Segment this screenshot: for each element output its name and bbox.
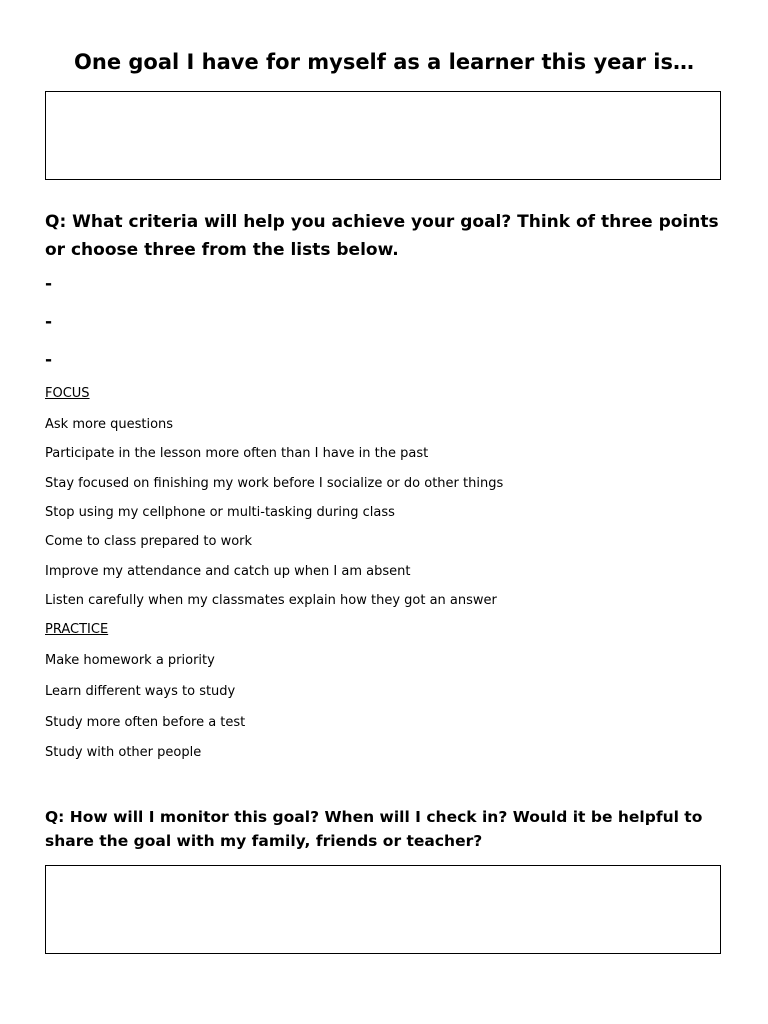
practice-item: Make homework a priority — [45, 653, 215, 668]
criteria-question: Q: What criteria will help you achieve your goal? Think of three points or choose three from the lists below. — [45, 212, 719, 260]
criteria-point-2[interactable]: - — [45, 312, 53, 332]
practice-item: Study with other people — [45, 745, 202, 760]
practice-item: Study more often before a test — [45, 715, 246, 730]
practice-heading: PRACTICE — [45, 622, 109, 637]
focus-item: Listen carefully when my classmates explain how they got an answer — [45, 593, 497, 608]
focus-item: Participate in the lesson more often than I have in the past — [45, 446, 429, 461]
criteria-point-1[interactable]: - — [45, 274, 53, 294]
focus-item: Ask more questions — [45, 417, 174, 432]
focus-item: Stay focused on finishing my work before I socialize or do other things — [45, 476, 504, 491]
page-title: One goal I have for myself as a learner this year is… — [74, 50, 694, 74]
monitor-answer-box[interactable] — [45, 865, 721, 954]
monitor-question: Q: How will I monitor this goal? When will I check in? Would it be helpful to share the goal with my family, friends or teacher? — [45, 808, 703, 850]
practice-item: Learn different ways to study — [45, 684, 236, 699]
focus-item: Stop using my cellphone or multi-tasking during class — [45, 505, 395, 520]
criteria-point-3[interactable]: - — [45, 350, 53, 370]
goal-answer-box[interactable] — [45, 91, 721, 180]
focus-item: Come to class prepared to work — [45, 534, 253, 549]
focus-item: Improve my attendance and catch up when I am absent — [45, 564, 411, 579]
focus-heading: FOCUS — [45, 386, 90, 401]
